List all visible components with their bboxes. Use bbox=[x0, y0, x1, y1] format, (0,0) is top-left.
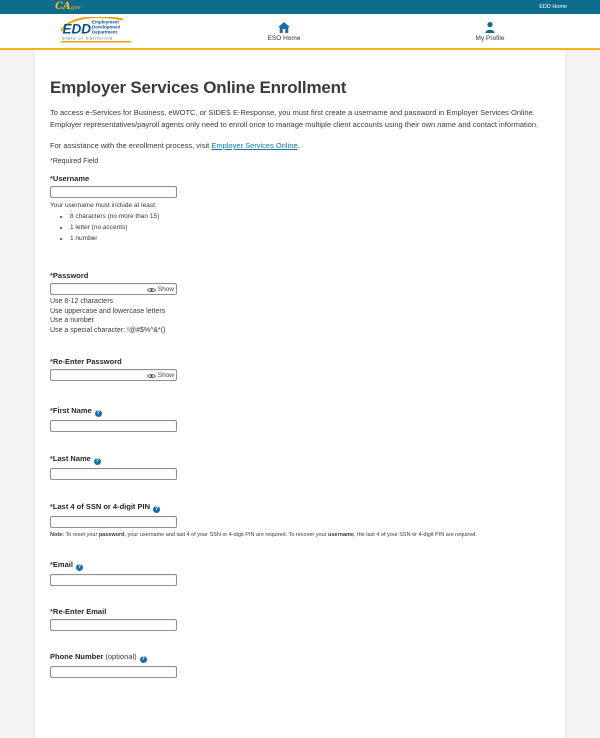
reenter-password-show-button[interactable] bbox=[147, 371, 174, 380]
ssn-pin-note: Note: To reset your password, your username and last 4 of your SSN or 4-digit PIN are required. To recover your username, the last 4 of your SSN or 4-digit PIN are required. bbox=[50, 532, 477, 538]
edd-logo-word-1: Employment bbox=[92, 19, 120, 25]
email-label: *Email ? bbox=[50, 560, 82, 570]
assistance-paragraph bbox=[50, 141, 550, 150]
required-asterisk: * bbox=[50, 158, 53, 165]
password-rule: Use a special character: !@#$%^&*() bbox=[50, 326, 166, 334]
ssn-pin-field-group bbox=[50, 502, 550, 538]
edd-logo[interactable] bbox=[60, 17, 134, 49]
nav-my-profile-label: My Profile bbox=[475, 35, 505, 42]
ssn-pin-help-icon[interactable]: ? bbox=[154, 506, 159, 512]
required-asterisk: * bbox=[50, 607, 53, 616]
edd-logo-tagline: State of California bbox=[62, 35, 113, 41]
page-title: Employer Services Online Enrollment bbox=[50, 78, 347, 97]
first-name-input[interactable] bbox=[50, 420, 177, 432]
required-asterisk: * bbox=[50, 454, 53, 463]
password-field-group bbox=[50, 271, 550, 335]
edd-logo-graphic bbox=[60, 17, 134, 44]
reenter-password-show-label: Show bbox=[157, 372, 174, 379]
password-label: *Password bbox=[50, 271, 89, 280]
required-asterisk: * bbox=[50, 357, 53, 366]
ssn-pin-input[interactable] bbox=[50, 516, 177, 528]
required-asterisk: * bbox=[50, 271, 53, 280]
email-input[interactable] bbox=[50, 574, 177, 586]
phone-input[interactable] bbox=[50, 666, 177, 678]
reenter-email-field-group bbox=[50, 607, 550, 631]
required-asterisk: * bbox=[50, 174, 53, 183]
edd-logo-underline bbox=[61, 41, 131, 43]
reenter-password-label: *Re-Enter Password bbox=[50, 357, 122, 366]
eye-icon bbox=[147, 373, 156, 379]
edd-logo-word-2: Development bbox=[92, 24, 121, 30]
password-rule: Use 8-12 characters bbox=[50, 298, 114, 305]
phone-help-icon[interactable]: ? bbox=[141, 656, 145, 662]
ca-gov-logo[interactable] bbox=[55, 0, 81, 15]
required-asterisk: * bbox=[50, 406, 53, 415]
employer-services-online-link[interactable]: Employer Services Online bbox=[211, 141, 298, 150]
last-name-help-icon[interactable]: ? bbox=[95, 458, 100, 464]
phone-field-group bbox=[50, 652, 550, 678]
assistance-text: For assistance with the enrollment process, visit bbox=[50, 141, 212, 150]
password-input-wrap bbox=[50, 283, 177, 295]
email-field-group bbox=[50, 560, 550, 586]
password-rule: Use a number bbox=[50, 317, 94, 324]
first-name-field-group bbox=[50, 406, 550, 432]
eye-icon bbox=[147, 287, 156, 293]
nav-my-profile[interactable] bbox=[458, 22, 522, 42]
password-rule: Use uppercase and lowercase letters bbox=[50, 307, 166, 315]
person-icon bbox=[485, 22, 495, 33]
username-rule: • 1 number bbox=[70, 235, 550, 242]
nav-eso-home-label: ESO Home bbox=[267, 35, 301, 42]
content-card bbox=[35, 50, 565, 738]
username-rule: • 1 letter (no accents) bbox=[70, 224, 550, 231]
reenter-email-label: *Re-Enter Email bbox=[50, 607, 107, 616]
first-name-label: *First Name ? bbox=[50, 406, 100, 416]
home-icon bbox=[278, 22, 290, 33]
username-label: *Username bbox=[50, 174, 90, 183]
first-name-help-icon[interactable]: ? bbox=[96, 410, 100, 416]
last-name-field-group bbox=[50, 454, 550, 480]
username-rule: • 8 characters (no more than 15) bbox=[70, 213, 550, 220]
edd-logo-abbr: EDD bbox=[62, 21, 92, 37]
ca-gov-logo-gov: gov bbox=[70, 5, 81, 11]
last-name-input[interactable] bbox=[50, 468, 177, 480]
edd-home-link[interactable]: EDD Home bbox=[539, 4, 567, 10]
reenter-email-input[interactable] bbox=[50, 619, 177, 631]
username-field-group bbox=[50, 174, 550, 242]
required-asterisk: * bbox=[50, 502, 53, 511]
ca-gov-logo-ca: CA bbox=[55, 1, 71, 12]
password-show-button[interactable] bbox=[147, 285, 174, 294]
password-show-label: Show bbox=[157, 286, 174, 293]
ssn-pin-label: *Last 4 of SSN or 4-digit PIN ? bbox=[50, 502, 159, 512]
intro-paragraph: To access e-Services for Business, eWOTC, or SIDES E-Response, you must first create a username and password in Employer Services Online. Employer representatives/payroll agents only need to enroll once to manage multiple client accounts using their own name and contact information. bbox=[50, 108, 539, 129]
password-rules bbox=[50, 297, 550, 335]
required-field-text: Required Field bbox=[52, 158, 99, 165]
required-asterisk: * bbox=[50, 560, 53, 569]
site-header bbox=[0, 14, 600, 50]
edd-logo-word-3: Department bbox=[92, 29, 118, 35]
assistance-suffix: . bbox=[297, 141, 300, 150]
phone-optional-text: (optional) bbox=[105, 652, 137, 661]
email-help-icon[interactable]: ? bbox=[77, 564, 82, 570]
last-name-label: *Last Name ? bbox=[50, 454, 100, 464]
nav-eso-home[interactable] bbox=[252, 22, 316, 42]
reenter-password-input-wrap bbox=[50, 369, 177, 381]
reenter-password-field-group bbox=[50, 357, 550, 381]
required-field-note bbox=[50, 158, 550, 165]
username-input[interactable] bbox=[50, 186, 177, 198]
username-hint: Your username must include at least: bbox=[50, 202, 157, 209]
username-rules-list bbox=[50, 213, 550, 242]
phone-label: Phone Number (optional) ? bbox=[50, 652, 145, 662]
top-utility-bar bbox=[0, 0, 600, 14]
